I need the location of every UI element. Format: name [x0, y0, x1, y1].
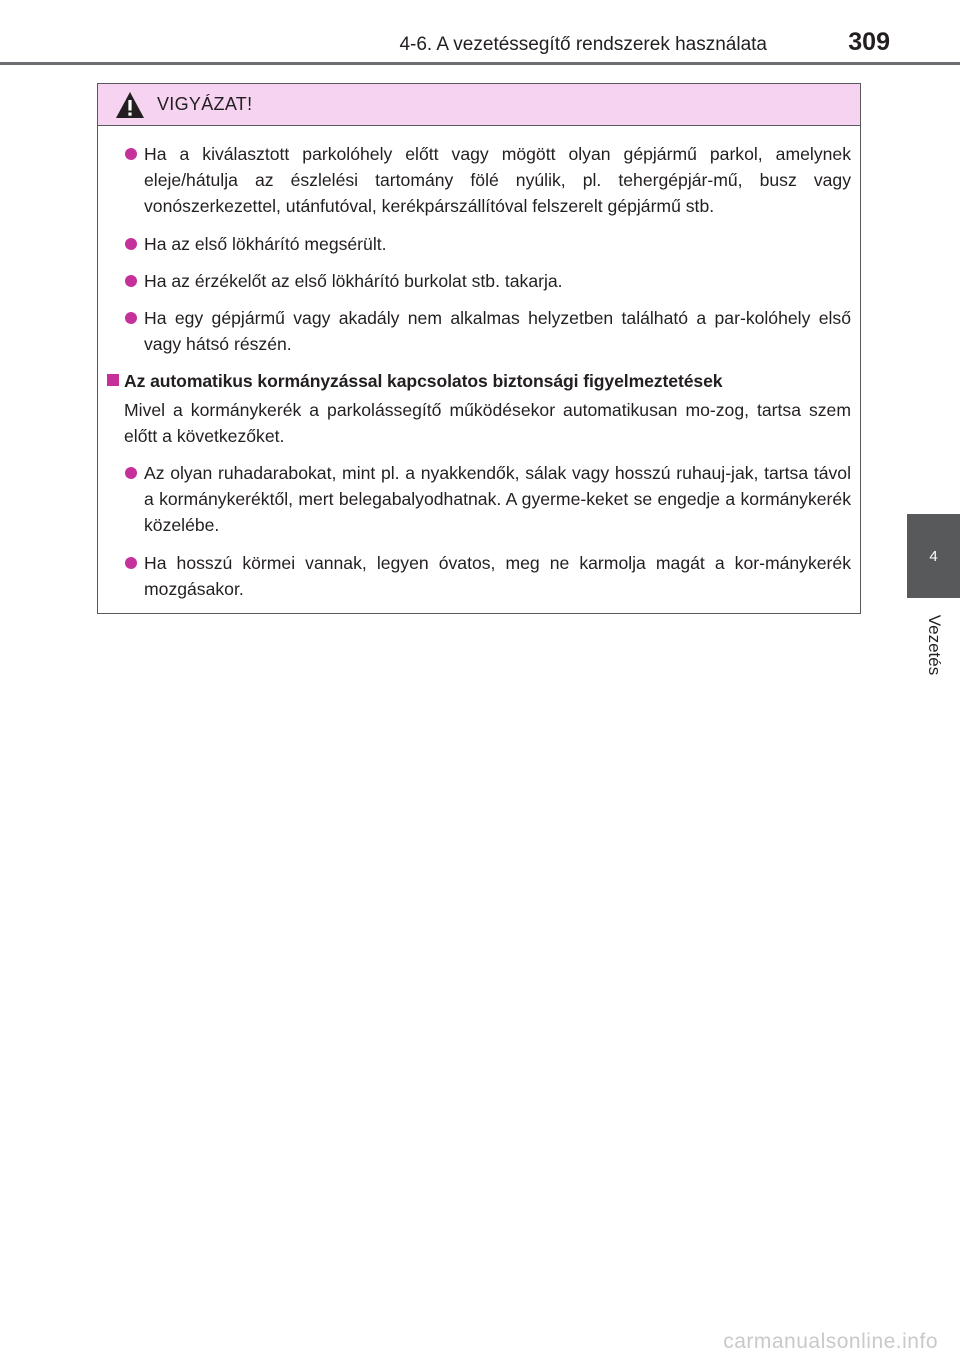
list-item [106, 305, 851, 357]
bullet-icon [125, 148, 137, 160]
bullet-icon [125, 312, 137, 324]
bullet-icon [125, 238, 137, 250]
list-item-text: Ha hosszú körmei vannak, legyen óvatos, meg ne karmolja magát a kor-mánykerék mozgásakor. [144, 552, 851, 599]
chapter-tab [907, 514, 960, 598]
header-rule [0, 62, 960, 65]
list-item [106, 141, 851, 220]
caution-box [97, 83, 861, 614]
list-item [106, 231, 851, 257]
list-item [106, 460, 851, 539]
list-item-text: Ha egy gépjármű vagy akadály nem alkalmas helyzetben található a par-kolóhely első vagy hátsó részén. [144, 308, 851, 355]
list-item-text: Ha a kiválasztott parkolóhely előtt vagy mögött olyan gépjármű parkol, amelynek eleje/hátulja az észlelési tartomány fölé nyúlik, pl. tehergépjár-mű, busz vagy vonószerkezettel, utánfutóval, kerékpárszállítóval felszerelt gépjármű stb. [144, 144, 851, 217]
caution-title: VIGYÁZAT! [157, 94, 253, 114]
list-item-text: Az olyan ruhadarabokat, mint pl. a nyakkendők, sálak vagy hosszú ruhauj-jak, tartsa távol a kormánykeréktől, mert belegabalyodhatnak. A gyerme-keket se engedje a kormánykerék közelébe. [144, 463, 851, 536]
page-number: 309 [848, 28, 890, 56]
intro-paragraph: Mivel a kormánykerék a parkolássegítő működésekor automatikusan mo-zog, tartsa szem előtt a következőket. [124, 399, 851, 446]
subheading [106, 368, 851, 394]
chapter-label: Vezetés [925, 614, 944, 676]
list-item-text: Ha az érzékelőt az első lökhárító burkolat stb. takarja. [144, 270, 563, 291]
subheading-text: Az automatikus kormányzással kapcsolatos biztonsági figyelmeztetések [124, 371, 723, 392]
caution-body [98, 126, 859, 613]
list-item [106, 550, 851, 602]
square-bullet-icon [107, 374, 119, 386]
bullet-icon [125, 467, 137, 479]
warning-triangle-icon [115, 91, 145, 119]
caution-header [98, 84, 860, 126]
bullet-icon [125, 275, 137, 287]
list-item-text: Ha az első lökhárító megsérült. [144, 233, 387, 254]
section-title: 4-6. A vezetéssegítő rendszerek használata [399, 34, 767, 55]
bullet-icon [125, 557, 137, 569]
chapter-number: 4 [929, 547, 938, 565]
watermark: carmanualsonline.info [723, 1330, 938, 1353]
page-header [0, 0, 960, 66]
list-item [106, 268, 851, 294]
